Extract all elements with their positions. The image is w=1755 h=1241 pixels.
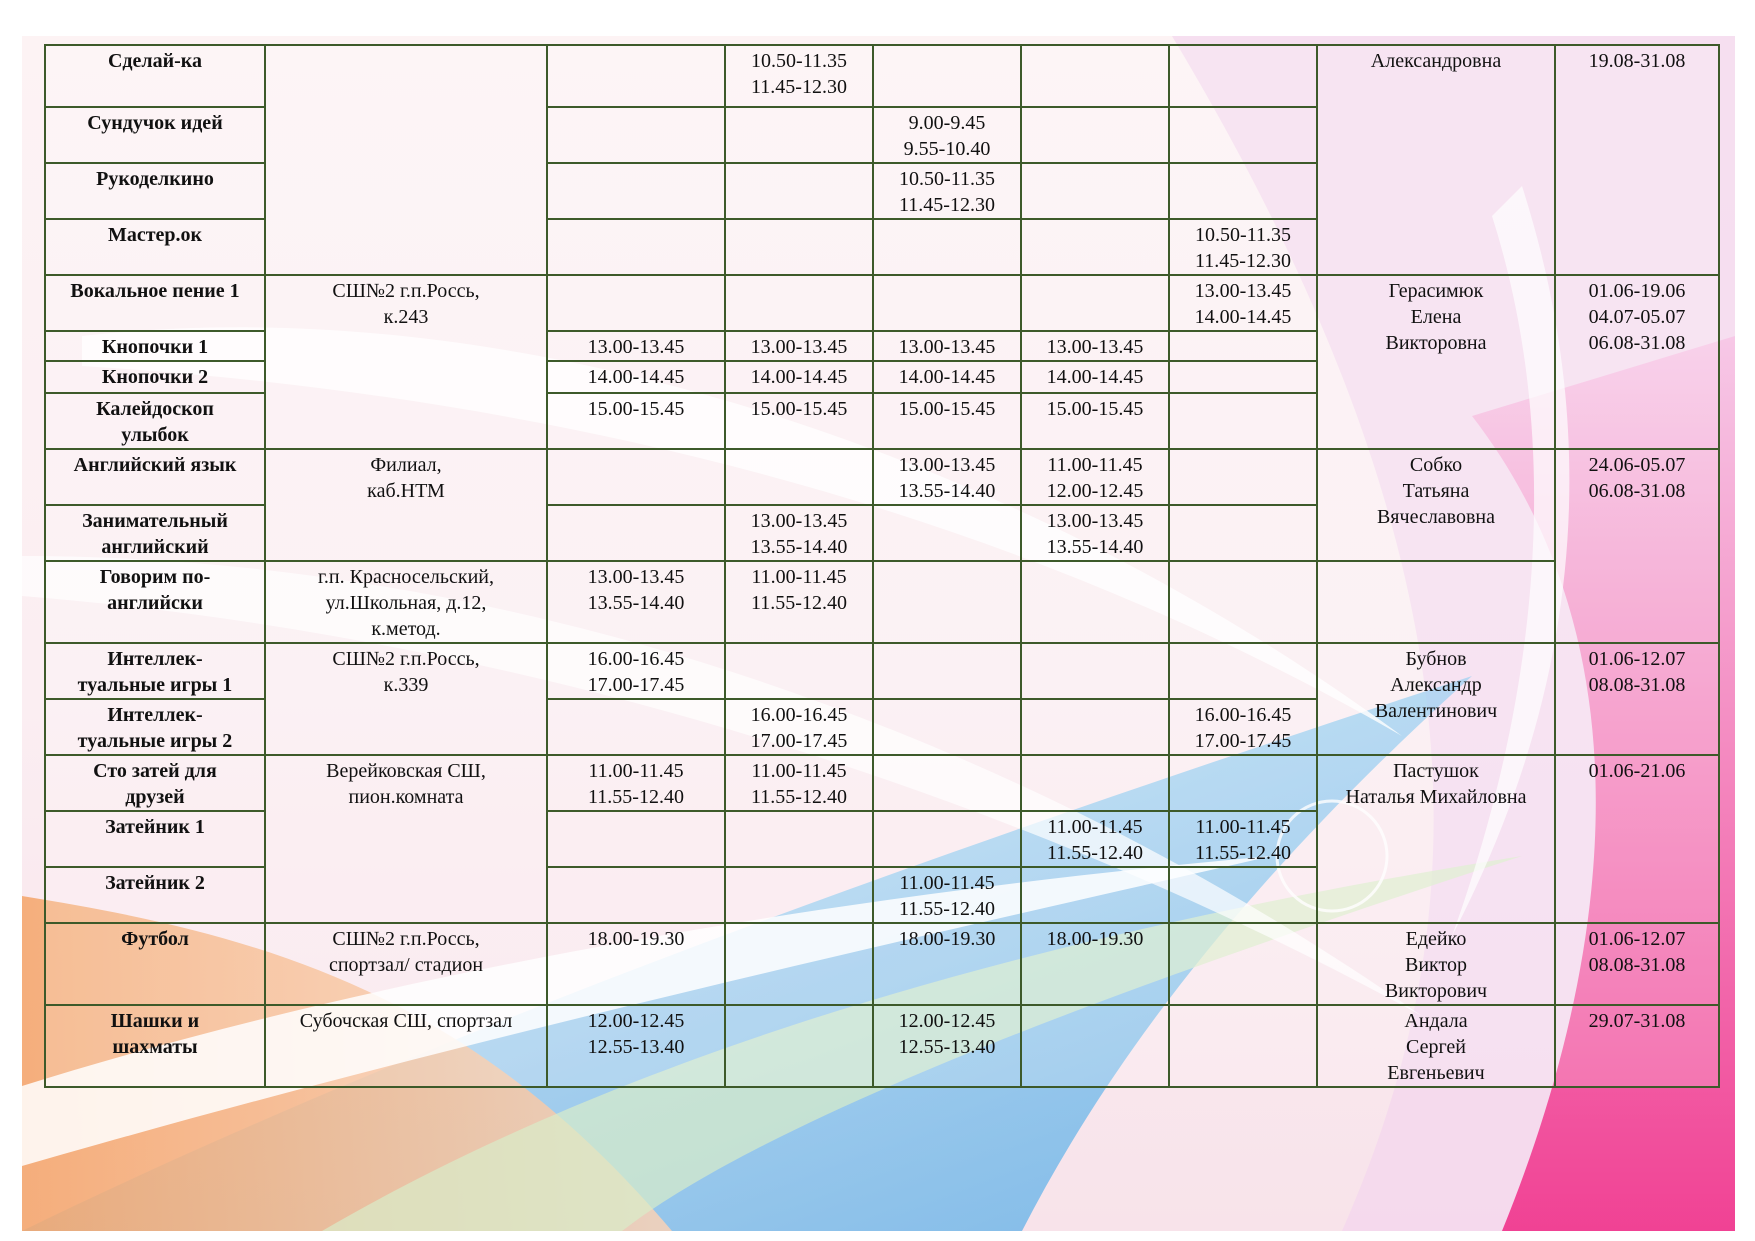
teacher-cell — [1317, 643, 1555, 755]
text-line: 01.06-21.06 — [1588, 760, 1686, 782]
text-line: 11.55-12.40 — [1047, 842, 1143, 864]
time-cell — [725, 867, 873, 923]
text-line: г.п. Красносельский, — [317, 566, 495, 588]
text-line: 04.07-05.07 — [1588, 306, 1686, 328]
time-cell — [873, 107, 1021, 163]
text-line: 11.00-11.45 — [1195, 816, 1291, 838]
time-cell — [547, 755, 725, 811]
text-line: Наталья Михайловна — [1345, 786, 1527, 808]
text-line: 29.07-31.08 — [1588, 1010, 1686, 1032]
text-line: Татьяна — [1402, 480, 1470, 502]
text-line: 13.55-14.40 — [1046, 536, 1144, 558]
text-line: СШ№2 г.п.Россь, — [332, 648, 480, 670]
time-cell — [725, 331, 873, 361]
text-line: каб.НТМ — [367, 480, 445, 502]
teacher-cell — [1317, 45, 1555, 275]
teacher-cell — [1317, 275, 1555, 449]
text-line: 10.50-11.35 — [899, 168, 995, 190]
time-cell — [873, 361, 1021, 393]
time-cell — [725, 1005, 873, 1087]
time-cell — [547, 107, 725, 163]
activity-name-cell — [45, 505, 265, 561]
text-line: Виктор — [1405, 954, 1467, 976]
activity-name-cell — [45, 811, 265, 867]
text-line: 13.00-13.45 — [898, 336, 996, 358]
text-line: 11.00-11.45 — [899, 872, 995, 894]
time-cell — [1021, 923, 1169, 1005]
text-line: Филиал, — [370, 454, 442, 476]
teacher-cell — [1317, 1005, 1555, 1087]
text-line: 18.00-19.30 — [898, 928, 996, 950]
table-row — [45, 643, 1719, 699]
text-line: Сундучок идей — [87, 112, 223, 134]
time-cell — [873, 163, 1021, 219]
text-line: 17.00-17.45 — [750, 730, 848, 752]
time-cell — [1169, 643, 1317, 699]
text-line: 14.00-14.45 — [1194, 306, 1292, 328]
text-line: шахматы — [112, 1036, 198, 1058]
time-cell — [1169, 449, 1317, 505]
text-line: 06.08-31.08 — [1588, 480, 1686, 502]
text-line: 13.00-13.45 — [587, 336, 685, 358]
time-cell — [725, 393, 873, 449]
text-line: 24.06-05.07 — [1588, 454, 1686, 476]
time-cell — [547, 361, 725, 393]
text-line: Субочская СШ, спортзал — [299, 1010, 513, 1032]
time-cell — [547, 643, 725, 699]
time-cell — [1169, 923, 1317, 1005]
text-line: 12.00-12.45 — [898, 1010, 996, 1032]
text-line: пион.комната — [348, 786, 464, 808]
table-row — [45, 923, 1719, 1005]
time-cell — [547, 923, 725, 1005]
text-line: Елена — [1410, 306, 1462, 328]
text-line: 13.00-13.45 — [750, 336, 848, 358]
text-line: Футбол — [121, 928, 189, 950]
text-line: 9.00-9.45 — [908, 112, 986, 134]
text-line: 11.45-12.30 — [1195, 250, 1291, 272]
text-line: 11.55-12.40 — [588, 786, 684, 808]
text-line: 19.08-31.08 — [1588, 50, 1686, 72]
time-cell — [1169, 811, 1317, 867]
text-line: к.метод. — [371, 618, 441, 640]
text-line: 12.55-13.40 — [587, 1036, 685, 1058]
text-line: 16.00-16.45 — [750, 704, 848, 726]
text-line: туальные игры 2 — [77, 730, 233, 752]
text-line: 01.06-12.07 — [1588, 928, 1686, 950]
text-line: 15.00-15.45 — [1046, 398, 1144, 420]
period-cell — [1555, 449, 1719, 643]
text-line: 01.06-12.07 — [1588, 648, 1686, 670]
text-line: ул.Школьная, д.12, — [325, 592, 487, 614]
text-line: Вокальное пение 1 — [70, 280, 240, 302]
time-cell — [547, 449, 725, 505]
text-line: друзей — [125, 786, 185, 808]
time-cell — [725, 561, 873, 643]
time-cell — [873, 643, 1021, 699]
text-line: Интеллек- — [107, 648, 203, 670]
text-line: Рукоделкино — [96, 168, 214, 190]
time-cell — [873, 219, 1021, 275]
text-line: 14.00-14.45 — [750, 366, 848, 388]
time-cell — [873, 699, 1021, 755]
time-cell — [547, 275, 725, 331]
table-row — [45, 755, 1719, 811]
text-line: Андала — [1404, 1010, 1468, 1032]
activity-name-cell — [45, 643, 265, 699]
time-cell — [1169, 393, 1317, 449]
text-line: Валентинович — [1374, 700, 1498, 722]
time-cell — [725, 699, 873, 755]
time-cell — [873, 331, 1021, 361]
text-line: 11.55-12.40 — [1195, 842, 1291, 864]
text-line: Кнопочки 1 — [101, 336, 209, 358]
time-cell — [1169, 275, 1317, 331]
time-cell — [725, 275, 873, 331]
text-line: 11.00-11.45 — [1047, 454, 1143, 476]
text-line: 13.00-13.45 — [898, 454, 996, 476]
activity-name-cell — [45, 45, 265, 107]
time-cell — [725, 163, 873, 219]
text-line: 01.06-19.06 — [1588, 280, 1686, 302]
text-line: 13.55-14.40 — [750, 536, 848, 558]
time-cell — [1021, 755, 1169, 811]
text-line: Говорим по- — [99, 566, 211, 588]
period-cell — [1555, 923, 1719, 1005]
time-cell — [725, 811, 873, 867]
text-line: Сделай-ка — [107, 50, 203, 72]
time-cell — [547, 811, 725, 867]
time-cell — [1021, 643, 1169, 699]
location-cell — [265, 561, 547, 643]
time-cell — [1169, 867, 1317, 923]
time-cell — [873, 1005, 1021, 1087]
time-cell — [1021, 393, 1169, 449]
time-cell — [547, 505, 725, 561]
activity-name-cell — [45, 107, 265, 163]
activity-name-cell — [45, 449, 265, 505]
text-line: Сто затей для — [93, 760, 217, 782]
location-cell — [265, 275, 547, 449]
text-line: Верейковская СШ, — [326, 760, 486, 782]
text-line: 16.00-16.45 — [587, 648, 685, 670]
time-cell — [547, 393, 725, 449]
text-line: 17.00-17.45 — [1194, 730, 1292, 752]
time-cell — [873, 505, 1021, 561]
time-cell — [1169, 163, 1317, 219]
time-cell — [1169, 331, 1317, 361]
time-cell — [1169, 755, 1317, 811]
time-cell — [1021, 1005, 1169, 1087]
activity-name-cell — [45, 867, 265, 923]
time-cell — [873, 923, 1021, 1005]
text-line: Бубнов — [1405, 648, 1467, 670]
activity-name-cell — [45, 923, 265, 1005]
time-cell — [1169, 219, 1317, 275]
time-cell — [547, 45, 725, 107]
table-row — [45, 561, 1719, 643]
time-cell — [547, 699, 725, 755]
text-line: Мастер.ок — [107, 224, 203, 246]
text-line: Английский язык — [73, 454, 237, 476]
text-line: 16.00-16.45 — [1194, 704, 1292, 726]
text-line: 08.08-31.08 — [1588, 674, 1686, 696]
text-line: 13.00-13.45 — [1194, 280, 1292, 302]
table-row — [45, 1005, 1719, 1087]
time-cell — [725, 107, 873, 163]
table-row — [45, 275, 1719, 331]
text-line: Герасимюк — [1388, 280, 1484, 302]
time-cell — [725, 643, 873, 699]
text-line: 11.45-12.30 — [751, 76, 847, 98]
text-line: к.339 — [383, 674, 429, 696]
activity-name-cell — [45, 275, 265, 331]
location-cell — [265, 923, 547, 1005]
period-cell — [1555, 45, 1719, 275]
time-cell — [873, 867, 1021, 923]
text-line: 13.00-13.45 — [1046, 336, 1144, 358]
time-cell — [1169, 699, 1317, 755]
time-cell — [1021, 867, 1169, 923]
text-line: 14.00-14.45 — [587, 366, 685, 388]
text-line: Калейдоскоп — [96, 398, 214, 420]
text-line: 13.00-13.45 — [587, 566, 685, 588]
text-line: 06.08-31.08 — [1588, 332, 1686, 354]
text-line: 11.55-12.40 — [899, 898, 995, 920]
text-line: 10.50-11.35 — [751, 50, 847, 72]
text-line: Собко — [1409, 454, 1463, 476]
activity-name-cell — [45, 561, 265, 643]
text-line: 15.00-15.45 — [587, 398, 685, 420]
text-line: Сергей — [1406, 1036, 1466, 1058]
time-cell — [873, 449, 1021, 505]
time-cell — [725, 361, 873, 393]
text-line: 10.50-11.35 — [1195, 224, 1291, 246]
text-line: Александр — [1390, 674, 1482, 696]
text-line: туальные игры 1 — [77, 674, 233, 696]
text-line: 08.08-31.08 — [1588, 954, 1686, 976]
time-cell — [547, 561, 725, 643]
text-line: Викторовна — [1385, 332, 1487, 354]
time-cell — [1021, 449, 1169, 505]
text-line: английски — [107, 592, 203, 614]
time-cell — [1021, 45, 1169, 107]
time-cell — [1169, 1005, 1317, 1087]
text-line: 15.00-15.45 — [898, 398, 996, 420]
text-line: Кнопочки 2 — [101, 366, 209, 388]
text-line: Пастушок — [1393, 760, 1479, 782]
teacher-cell — [1317, 561, 1555, 643]
text-line: 17.00-17.45 — [587, 674, 685, 696]
time-cell — [873, 561, 1021, 643]
time-cell — [725, 755, 873, 811]
time-cell — [1021, 331, 1169, 361]
text-line: 11.00-11.45 — [751, 566, 847, 588]
time-cell — [547, 331, 725, 361]
activity-name-cell — [45, 219, 265, 275]
text-line: 11.45-12.30 — [899, 194, 995, 216]
text-line: Затейник 1 — [105, 816, 205, 838]
time-cell — [873, 811, 1021, 867]
text-line: 13.00-13.45 — [1046, 510, 1144, 532]
table-row — [45, 449, 1719, 505]
time-cell — [725, 449, 873, 505]
teacher-cell — [1317, 449, 1555, 561]
text-line: Александровна — [1370, 50, 1502, 72]
activity-name-cell — [45, 361, 265, 393]
activity-name-cell — [45, 699, 265, 755]
time-cell — [1021, 505, 1169, 561]
text-line: 9.55-10.40 — [903, 138, 991, 160]
text-line: СШ№2 г.п.Россь, — [332, 280, 480, 302]
time-cell — [1169, 361, 1317, 393]
text-line: 11.00-11.45 — [751, 760, 847, 782]
text-line: 11.55-12.40 — [751, 786, 847, 808]
table-row — [45, 45, 1719, 107]
text-line: 12.00-12.45 — [587, 1010, 685, 1032]
text-line: 14.00-14.45 — [1046, 366, 1144, 388]
time-cell — [1021, 275, 1169, 331]
text-line: 14.00-14.45 — [898, 366, 996, 388]
text-line: 18.00-19.30 — [587, 928, 685, 950]
time-cell — [873, 275, 1021, 331]
text-line: английский — [101, 536, 209, 558]
location-cell — [265, 643, 547, 755]
time-cell — [547, 219, 725, 275]
time-cell — [725, 923, 873, 1005]
time-cell — [725, 45, 873, 107]
text-line: улыбок — [121, 424, 189, 446]
text-line: 15.00-15.45 — [750, 398, 848, 420]
time-cell — [547, 867, 725, 923]
location-cell — [265, 755, 547, 923]
time-cell — [547, 163, 725, 219]
period-cell — [1555, 643, 1719, 755]
location-cell — [265, 45, 547, 275]
activity-name-cell — [45, 163, 265, 219]
text-line: Затейник 2 — [105, 872, 205, 894]
text-line: к.243 — [383, 306, 429, 328]
activity-name-cell — [45, 331, 265, 361]
text-line: Шашки и — [110, 1010, 200, 1032]
time-cell — [1021, 163, 1169, 219]
text-line: 13.55-14.40 — [587, 592, 685, 614]
location-cell — [265, 449, 547, 561]
text-line: Вячеславовна — [1376, 506, 1496, 528]
time-cell — [1021, 561, 1169, 643]
text-line: 11.00-11.45 — [1047, 816, 1143, 838]
time-cell — [1021, 107, 1169, 163]
text-line: 13.55-14.40 — [898, 480, 996, 502]
schedule-table — [44, 44, 1720, 1088]
time-cell — [1169, 505, 1317, 561]
time-cell — [1021, 699, 1169, 755]
time-cell — [547, 1005, 725, 1087]
schedule-body — [45, 45, 1719, 1087]
text-line: 12.55-13.40 — [898, 1036, 996, 1058]
teacher-cell — [1317, 923, 1555, 1005]
text-line: СШ№2 г.п.Россь, — [332, 928, 480, 950]
time-cell — [1021, 811, 1169, 867]
activity-name-cell — [45, 755, 265, 811]
text-line: 13.00-13.45 — [750, 510, 848, 532]
period-cell — [1555, 275, 1719, 449]
text-line: Евгеньевич — [1387, 1062, 1485, 1084]
text-line: 12.00-12.45 — [1046, 480, 1144, 502]
period-cell — [1555, 1005, 1719, 1087]
text-line: Викторович — [1384, 980, 1488, 1002]
text-line: спортзал/ стадион — [328, 954, 484, 976]
time-cell — [873, 755, 1021, 811]
period-cell — [1555, 755, 1719, 923]
text-line: Занимательный — [82, 510, 228, 532]
time-cell — [1169, 107, 1317, 163]
time-cell — [1169, 561, 1317, 643]
time-cell — [1169, 45, 1317, 107]
time-cell — [873, 45, 1021, 107]
text-line: Едейко — [1405, 928, 1467, 950]
time-cell — [873, 393, 1021, 449]
teacher-cell — [1317, 755, 1555, 923]
location-cell — [265, 1005, 547, 1087]
text-line: 11.55-12.40 — [751, 592, 847, 614]
time-cell — [1021, 219, 1169, 275]
text-line: 18.00-19.30 — [1046, 928, 1144, 950]
text-line: 11.00-11.45 — [588, 760, 684, 782]
time-cell — [725, 219, 873, 275]
text-line: Интеллек- — [107, 704, 203, 726]
time-cell — [1021, 361, 1169, 393]
time-cell — [725, 505, 873, 561]
activity-name-cell — [45, 1005, 265, 1087]
activity-name-cell — [45, 393, 265, 449]
